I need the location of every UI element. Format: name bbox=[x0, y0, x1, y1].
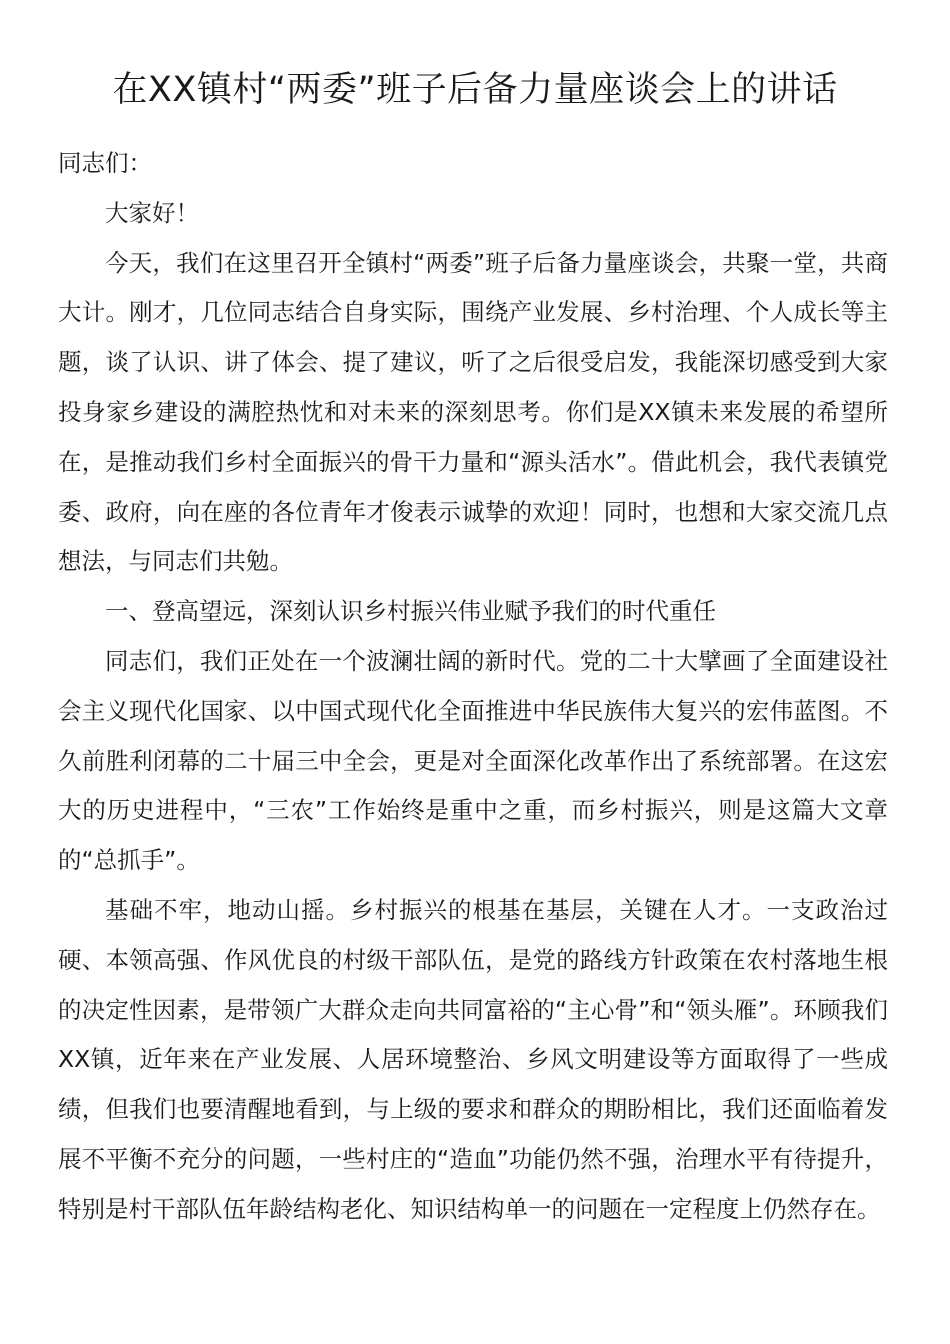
paragraph-section1-2: 基础不牢，地动山摇。乡村振兴的根基在基层，关键在人才。一支政治过硬、本领高强、作风优良的村级干部队伍，是党的路线方针政策在农村落地生根的决定性因素，是带领广大群众走向共同富裕的“主心骨”和“领头雁”。环顾我们XX镇，近年来在产业发展、人居环境整治、乡风文明建设等方面取得了一些成绩，但我们也要清醒地看到，与上级的要求和群众的期盼相比，我们还面临着发展不平衡不充分的问题，一些村庄的“造血”功能仍然不强，治理水平有待提升，特别是村干部队伍年龄结构老化、知识结构单一的问题在一定程度上仍然存在。 bbox=[58, 895, 888, 1223]
salutation: 同志们： bbox=[58, 149, 152, 177]
document-title: 在XX镇村“两委”班子后备力量座谈会上的讲话 bbox=[112, 70, 838, 110]
section-heading-1: 一、登高望远，深刻认识乡村振兴伟业赋予我们的时代重任 bbox=[105, 597, 716, 626]
paragraph-section1-1: 同志们，我们正处在一个波澜壮阔的新时代。党的二十大擘画了全面建设社会主义现代化国家、以中国式现代化全面推进中华民族伟大复兴的宏伟蓝图。不久前胜利闭幕的二十届三中全会，更是对全面深化改革作出了系统部署。在这宏大的历史进程中，“三农”工作始终是重中之重，而乡村振兴，则是这篇大文章的“总抓手”。 bbox=[58, 646, 888, 875]
document-body bbox=[58, 139, 888, 1235]
greeting: 大家好！ bbox=[105, 198, 199, 227]
paragraph-intro: 今天，我们在这里召开全镇村“两委”班子后备力量座谈会，共聚一堂，共商大计。刚才，几位同志结合自身实际，围绕产业发展、乡村治理、个人成长等主题，谈了认识、讲了体会、提了建议，听了之后很受启发，我能深切感受到大家投身家乡建设的满腔热忱和对未来的深刻思考。你们是XX镇未来发展的希望所在，是推动我们乡村全面振兴的骨干力量和“源头活水”。借此机会，我代表镇党委、政府，向在座的各位青年才俊表示诚挚的欢迎！同时，也想和大家交流几点想法，与同志们共勉。 bbox=[58, 248, 888, 576]
